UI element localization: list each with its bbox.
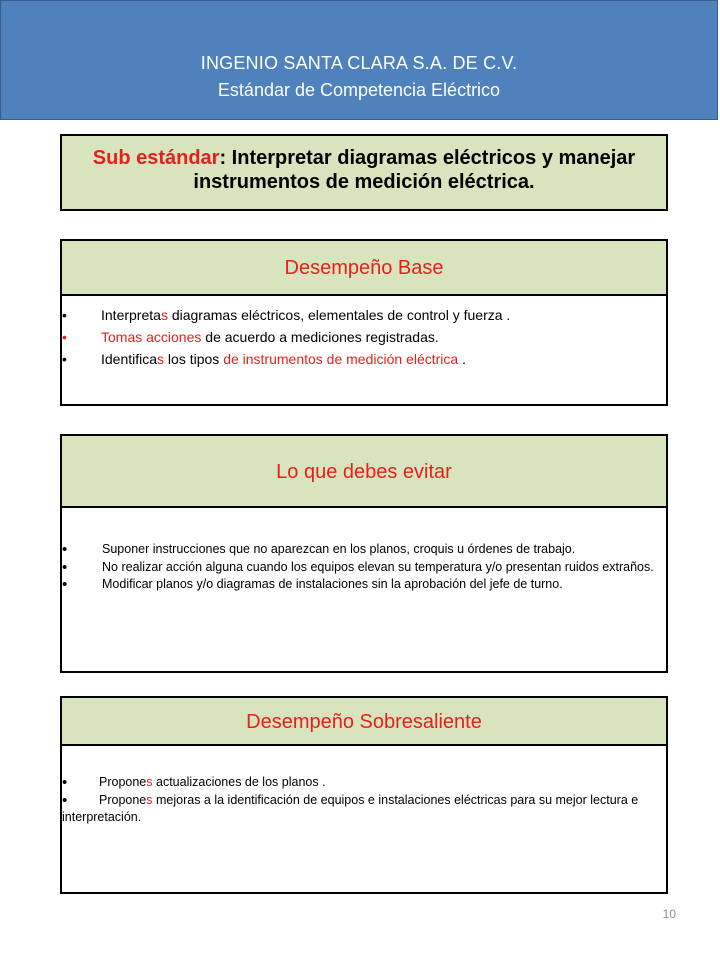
bullet-icon: • bbox=[62, 576, 68, 593]
desempeno-base-list bbox=[62, 296, 666, 370]
bullet-icon: • bbox=[62, 351, 67, 367]
item-text-accent: Tomas acciones bbox=[101, 329, 202, 345]
list-item bbox=[62, 774, 666, 792]
item-text-accent: s bbox=[146, 792, 153, 807]
sobresaliente-box bbox=[60, 696, 668, 894]
item-text: diagramas eléctricos, elementales de control y fuerza . bbox=[167, 307, 511, 323]
list-item bbox=[62, 559, 666, 577]
item-text-accent: de instrumentos de medición eléctrica bbox=[223, 351, 459, 367]
list-item bbox=[62, 348, 666, 370]
list-item bbox=[62, 576, 666, 594]
item-text: actualizaciones de los planos . bbox=[152, 775, 326, 789]
desempeno-base-title: Desempeño Base bbox=[62, 241, 666, 296]
desempeno-base-box bbox=[60, 239, 668, 406]
item-text: de acuerdo a mediciones registradas. bbox=[201, 329, 439, 345]
bullet-icon: • bbox=[62, 541, 68, 558]
bullet-icon: • bbox=[62, 774, 68, 791]
sub-standard-label: Sub estándar bbox=[92, 147, 220, 169]
item-text: Propone bbox=[99, 775, 147, 789]
item-text: Identifica bbox=[101, 351, 158, 367]
bullet-icon: • bbox=[62, 558, 68, 576]
sobresaliente-list bbox=[62, 746, 666, 827]
item-text: Propone bbox=[99, 792, 147, 807]
page-number: 10 bbox=[662, 907, 676, 921]
list-item bbox=[62, 326, 666, 348]
item-text: No realizar acción alguna cuando los equipos elevan su temperatura y/o presentan ruidos extraños. bbox=[102, 559, 654, 574]
item-text: Modificar planos y/o diagramas de instalaciones sin la aprobación del jefe de turno. bbox=[102, 577, 563, 591]
bullet-icon: • bbox=[62, 791, 68, 809]
item-text-accent: s bbox=[160, 307, 168, 323]
list-item bbox=[62, 541, 666, 559]
list-item bbox=[62, 792, 666, 827]
bullet-icon: • bbox=[62, 329, 67, 345]
item-text: Interpreta bbox=[101, 307, 161, 323]
evitar-list bbox=[62, 508, 666, 594]
item-text: . bbox=[458, 351, 466, 367]
item-text: mejoras a la identificación de equipos e instalaciones eléctricas para su mejor lectura e interpretación. bbox=[62, 792, 639, 824]
list-item bbox=[62, 304, 666, 326]
evitar-title: Lo que debes evitar bbox=[62, 436, 666, 508]
item-text: Suponer instrucciones que no aparezcan en los planos, croquis u órdenes de trabajo. bbox=[102, 542, 576, 556]
sub-standard-box bbox=[60, 134, 668, 211]
company-name: INGENIO SANTA CLARA S.A. DE C.V. bbox=[200, 53, 518, 73]
item-text-accent: s bbox=[157, 351, 165, 367]
item-text: los tipos bbox=[164, 351, 224, 367]
title-banner bbox=[0, 0, 718, 120]
bullet-icon: • bbox=[62, 307, 67, 323]
item-text-accent: s bbox=[146, 775, 153, 789]
document-subtitle: Estándar de Competencia Eléctrico bbox=[217, 80, 501, 100]
sub-standard-text: : Interpretar diagramas eléctricos y manejar instrumentos de medición eléctrica. bbox=[193, 147, 636, 193]
evitar-box bbox=[60, 434, 668, 673]
sobresaliente-title: Desempeño Sobresaliente bbox=[62, 698, 666, 746]
